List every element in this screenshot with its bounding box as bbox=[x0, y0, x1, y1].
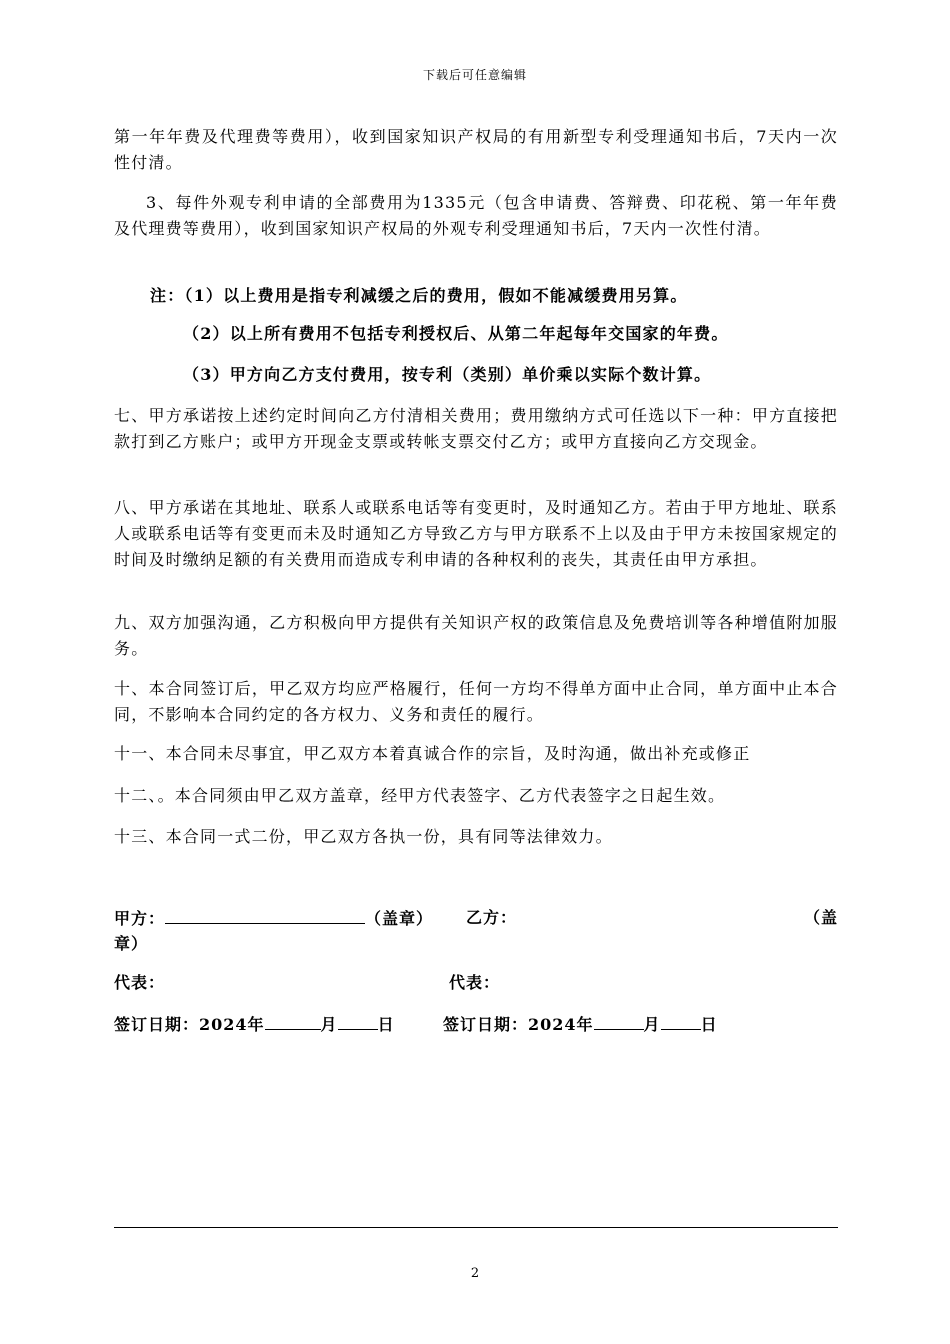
date-a-day: 日 bbox=[377, 1015, 395, 1034]
clause-8: 八、甲方承诺在其地址、联系人或联系电话等有变更时，及时通知乙方。若由于甲方地址、联系人或联系电话等有变更而未及时通知乙方导致乙方与甲方联系不上以及由于甲方未按国家规定的时间及时缴纳足额的有关费用而造成专利申请的各种权利的丧失，其责任由甲方承担。 bbox=[114, 498, 838, 569]
clause-10: 十、本合同签订后，甲乙双方均应严格履行，任何一方均不得单方面中止合同，单方面中止本合同，不影响本合同约定的各方权力、义务和责任的履行。 bbox=[114, 679, 838, 724]
clause-9: 九、双方加强沟通，乙方积极向甲方提供有关知识产权的政策信息及免费培训等各种增值附加服务。 bbox=[114, 613, 838, 658]
rep-a-label: 代表： bbox=[114, 973, 166, 992]
date-b-prefix: 签订日期：2024年 bbox=[443, 1015, 594, 1034]
date-a-prefix: 签订日期：2024年 bbox=[114, 1015, 265, 1034]
party-b-seal-end: 章） bbox=[114, 934, 149, 953]
clause-7: 七、甲方承诺按上述约定时间向乙方付清相关费用；费用缴纳方式可任选以下一种：甲方直接把款打到乙方账户；或甲方开现金支票或转帐支票交付乙方；或甲方直接向乙方交现金。 bbox=[114, 406, 838, 451]
date-b-day-blank bbox=[661, 1011, 701, 1030]
date-a-month-blank bbox=[265, 1011, 321, 1030]
clause-12: 十二、。本合同须由甲乙双方盖章，经甲方代表签字、乙方代表签字之日起生效。 bbox=[114, 786, 726, 805]
party-a-line bbox=[114, 905, 433, 932]
party-b-seal-start: （盖 bbox=[804, 908, 839, 927]
note-2: （2）以上所有费用不包括专利授权后、从第二年起每年交国家的年费。 bbox=[183, 324, 729, 343]
rep-b-label: 代表： bbox=[449, 973, 501, 992]
paragraph-fee-utility: 第一年年费及代理费等费用），收到国家知识产权局的有用新型专利受理通知书后，7天内一次性付清。 bbox=[114, 127, 838, 172]
date-a-day-blank bbox=[338, 1011, 378, 1030]
date-b-month-blank bbox=[594, 1011, 644, 1030]
party-a-seal: （盖章） bbox=[365, 909, 434, 928]
party-b-label: 乙方： bbox=[466, 908, 518, 927]
clause-13: 十三、本合同一式二份，甲乙双方各执一份，具有同等法律效力。 bbox=[114, 827, 613, 846]
date-a-month: 月 bbox=[320, 1015, 338, 1034]
party-a-label: 甲方： bbox=[114, 909, 166, 928]
page-number: 2 bbox=[470, 1266, 480, 1281]
date-b-day: 日 bbox=[700, 1015, 718, 1034]
date-b-line bbox=[443, 1011, 718, 1038]
page-header: 下载后可任意编辑 bbox=[422, 68, 527, 82]
party-a-blank bbox=[165, 905, 365, 924]
date-b-month: 月 bbox=[643, 1015, 661, 1034]
clause-11: 十一、本合同未尽事宜，甲乙双方本着真诚合作的宗旨，及时沟通，做出补充或修正 bbox=[114, 744, 751, 763]
note-1: 注：（1）以上费用是指专利减缓之后的费用，假如不能减缓费用另算。 bbox=[150, 286, 688, 305]
paragraph-fee-design: 3、每件外观专利申请的全部费用为1335元（包含申请费、答辩费、印花税、第一年年费及代理费等费用），收到国家知识产权局的外观专利受理通知书后，7天内一次性付清。 bbox=[114, 193, 838, 238]
footer-divider bbox=[114, 1227, 838, 1228]
note-3: （3）甲方向乙方支付费用，按专利（类别）单价乘以实际个数计算。 bbox=[183, 365, 712, 384]
date-a-line bbox=[114, 1011, 395, 1038]
